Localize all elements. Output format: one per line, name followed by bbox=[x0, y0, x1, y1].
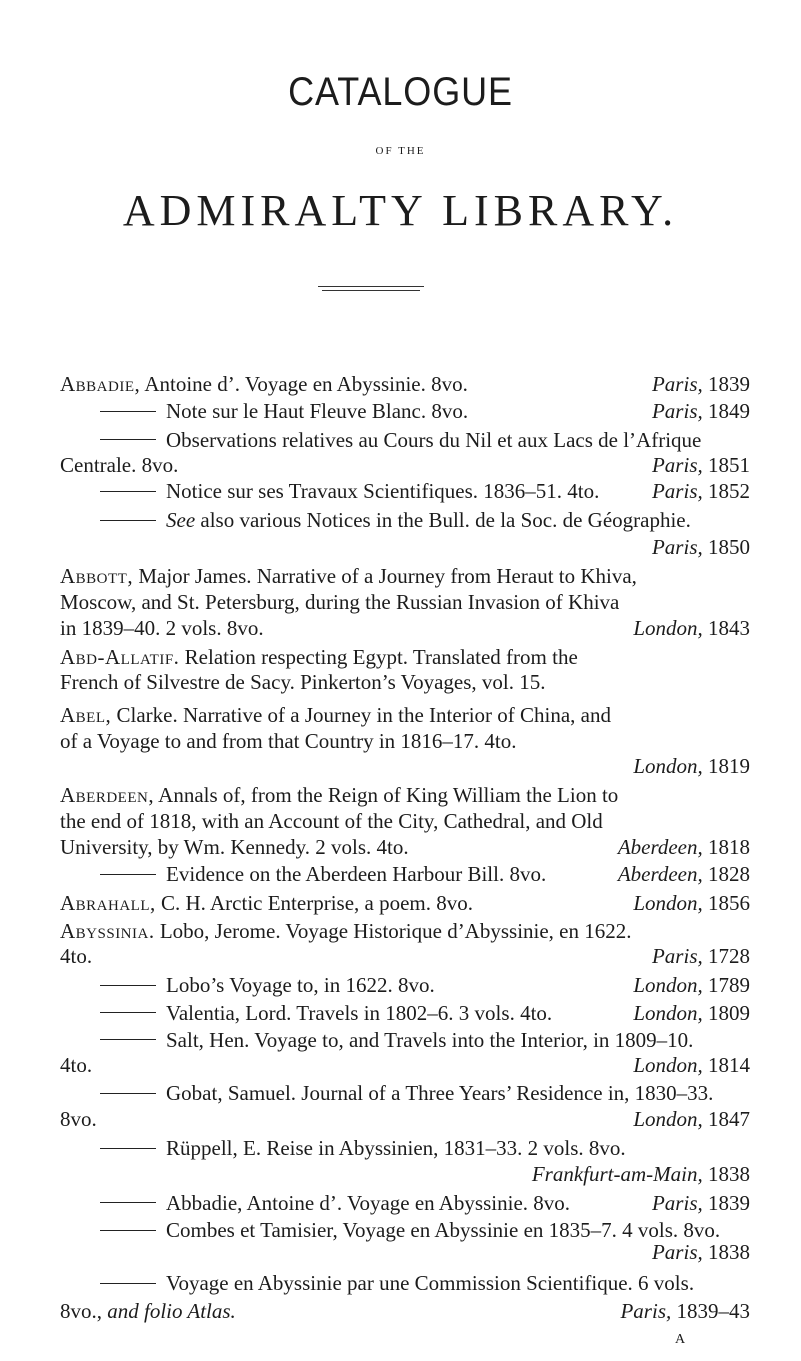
entry-text bbox=[60, 832, 409, 862]
publication-place: Paris, bbox=[651, 1239, 703, 1264]
catalogue-line bbox=[60, 998, 750, 1028]
catalogue-line bbox=[60, 613, 750, 643]
entry-body: Voyage en Abyssinie par une Commission Scientifique. 6 vols. bbox=[166, 1271, 695, 1296]
signature-mark: A bbox=[675, 1332, 686, 1347]
publication-info bbox=[652, 532, 750, 562]
publication-year: 1856 bbox=[702, 890, 750, 915]
entry-body: University, by Wm. Kennedy. 2 vols. 4to. bbox=[60, 835, 409, 860]
entry-body: Combes et Tamisier, Voyage en Abyssinie en 1835–7. 4 vols. 8vo. bbox=[166, 1218, 721, 1243]
publication-place: London, bbox=[633, 1052, 703, 1077]
entry-text bbox=[60, 667, 545, 697]
publication-place: London, bbox=[633, 615, 703, 640]
entry-text bbox=[100, 396, 468, 426]
entry-heading: Abel, bbox=[60, 702, 112, 727]
publication-year: 1828 bbox=[702, 861, 750, 886]
publication-info bbox=[618, 859, 750, 889]
entry-heading: Aberdeen, bbox=[60, 783, 155, 808]
entry-body: C. H. Arctic Enterprise, a poem. 8vo. bbox=[155, 890, 474, 915]
publication-place: Paris, bbox=[651, 1190, 703, 1215]
entry-body: Abbadie, Antoine d’. Voyage en Abyssinie. 8vo. bbox=[166, 1190, 571, 1215]
entry-heading: Abbott, bbox=[60, 563, 134, 588]
catalogue-line bbox=[60, 396, 750, 426]
entry-body: Rüppell, E. Reise in Abyssinien, 1831–33. 2 vols. 8vo. bbox=[166, 1136, 626, 1160]
publication-info bbox=[633, 1104, 750, 1134]
entry-text bbox=[100, 998, 552, 1028]
publication-year: 1843 bbox=[702, 615, 750, 640]
entry-text bbox=[100, 859, 546, 889]
entry-body: in 1839–40. 2 vols. 8vo. bbox=[60, 615, 264, 640]
entry-text bbox=[100, 505, 691, 535]
publication-year: 1838 bbox=[702, 1239, 750, 1264]
publication-place: Aberdeen, bbox=[617, 835, 703, 860]
publication-year: 1849 bbox=[702, 398, 750, 423]
entry-text bbox=[100, 970, 435, 1000]
publication-info bbox=[532, 1159, 750, 1189]
ditto-dash bbox=[100, 1012, 156, 1013]
catalogue-line bbox=[60, 450, 750, 480]
publication-info bbox=[633, 751, 750, 781]
publication-year: 1814 bbox=[702, 1052, 750, 1077]
publication-info bbox=[633, 613, 750, 643]
publication-place: Paris, bbox=[651, 452, 703, 477]
publication-year: 1819 bbox=[702, 754, 750, 779]
entry-body: Major James. Narrative of a Journey from Heraut to Khiva, bbox=[133, 563, 637, 588]
ditto-dash bbox=[100, 411, 156, 412]
publication-info bbox=[652, 369, 750, 399]
entry-text bbox=[60, 888, 473, 918]
entry-text bbox=[100, 1188, 570, 1218]
entry-text bbox=[100, 1268, 694, 1298]
ditto-dash bbox=[100, 1093, 156, 1094]
see-reference: See bbox=[166, 508, 196, 533]
catalogue-line bbox=[60, 832, 750, 862]
entry-body: of a Voyage to and from that Country in 1816–17. 4to. bbox=[60, 728, 517, 753]
entry-body: 8vo., bbox=[60, 1299, 108, 1323]
publication-place: Paris, bbox=[651, 944, 703, 969]
entry-body: Gobat, Samuel. Journal of a Three Years’ Residence in, 1830–33. bbox=[166, 1081, 714, 1106]
catalogue-line bbox=[60, 1159, 750, 1189]
publication-year: 1851 bbox=[702, 452, 750, 477]
publication-year: 1839–43 bbox=[671, 1299, 750, 1323]
publication-info bbox=[618, 832, 750, 862]
catalogue-line bbox=[60, 667, 750, 697]
entry-body: French of Silvestre de Sacy. Pinkerton’s Voyages, vol. 15. bbox=[60, 670, 546, 695]
publication-place: London, bbox=[633, 754, 703, 779]
publication-year: 1839 bbox=[702, 372, 750, 396]
catalogue-line bbox=[60, 1050, 750, 1080]
catalogue-line bbox=[60, 888, 750, 918]
entry-body: Note sur le Haut Fleuve Blanc. 8vo. bbox=[166, 398, 469, 423]
entry-body: Evidence on the Aberdeen Harbour Bill. 8vo. bbox=[166, 861, 547, 886]
catalogue-line bbox=[60, 476, 750, 506]
entry-body: Lobo’s Voyage to, in 1622. 8vo. bbox=[166, 973, 435, 998]
catalogue-line bbox=[60, 1268, 750, 1298]
publication-year: 1850 bbox=[702, 534, 750, 559]
entry-text bbox=[60, 1296, 236, 1326]
entry-body: Antoine d’. Voyage en Abyssinie. 8vo. bbox=[140, 372, 468, 396]
catalogue-line bbox=[60, 751, 750, 781]
publication-year: 1852 bbox=[702, 479, 750, 504]
entry-text bbox=[100, 476, 599, 506]
entry-body: Moscow, and St. Petersburg, during the Russian Invasion of Khiva bbox=[60, 589, 620, 614]
catalogue-title: CATALOGUE bbox=[288, 70, 513, 114]
publication-year: 1818 bbox=[702, 835, 750, 860]
entry-body: 8vo. bbox=[60, 1107, 97, 1132]
publication-info bbox=[652, 476, 750, 506]
publication-year: 1789 bbox=[702, 973, 750, 998]
ditto-dash bbox=[100, 985, 156, 986]
entry-heading: Abbadie, bbox=[60, 372, 141, 396]
entry-body: Relation respecting Egypt. Translated from the bbox=[179, 645, 578, 670]
publication-year: 1847 bbox=[702, 1107, 750, 1132]
entry-body: Valentia, Lord. Travels in 1802–6. 3 vols. 4to. bbox=[166, 1000, 553, 1025]
ditto-dash bbox=[100, 1230, 156, 1231]
publication-info bbox=[633, 1050, 750, 1080]
catalogue-line bbox=[60, 970, 750, 1000]
entry-heading: Abyssinia. bbox=[60, 919, 155, 944]
catalogue-line bbox=[60, 1188, 750, 1218]
ditto-dash bbox=[100, 1148, 156, 1149]
entry-text bbox=[60, 450, 178, 480]
entry-body: also various Notices in the Bull. de la Soc. de Géographie. bbox=[195, 508, 691, 533]
ditto-dash bbox=[100, 1039, 156, 1040]
publication-info bbox=[652, 1237, 750, 1267]
entry-body: Notice sur ses Travaux Scientifiques. 1836–51. 4to. bbox=[166, 479, 600, 504]
publication-year: 1809 bbox=[702, 1000, 750, 1025]
entry-text bbox=[60, 1050, 92, 1080]
entry-body: Clarke. Narrative of a Journey in the Interior of China, and bbox=[111, 702, 611, 727]
publication-place: Paris, bbox=[651, 398, 703, 423]
entry-body: Annals of, from the Reign of King William the Lion to bbox=[154, 783, 619, 808]
publication-place: London, bbox=[633, 890, 703, 915]
entry-body: Salt, Hen. Voyage to, and Travels into the Interior, in 1809–10. bbox=[166, 1027, 694, 1052]
catalogue-line bbox=[60, 369, 750, 399]
publication-place: London, bbox=[633, 1107, 703, 1132]
publication-info bbox=[652, 1188, 750, 1218]
publication-year: 1839 bbox=[702, 1190, 750, 1215]
ditto-dash bbox=[100, 439, 156, 440]
entry-body: 4to. bbox=[60, 1052, 93, 1077]
ditto-dash bbox=[100, 1202, 156, 1203]
catalogue-line bbox=[60, 1296, 750, 1326]
publication-info bbox=[633, 970, 750, 1000]
ditto-dash bbox=[100, 874, 156, 875]
publication-info bbox=[620, 1296, 750, 1326]
catalogue-line bbox=[60, 1237, 750, 1267]
publication-place: Paris, bbox=[651, 479, 703, 504]
publication-info bbox=[652, 450, 750, 480]
catalogue-line bbox=[60, 859, 750, 889]
entry-body-italic: and folio Atlas. bbox=[107, 1299, 236, 1323]
publication-place: Frankfurt-am-Main, bbox=[531, 1161, 703, 1186]
ditto-dash bbox=[100, 520, 156, 521]
ditto-dash bbox=[100, 1283, 156, 1284]
catalogue-line bbox=[60, 941, 750, 971]
entry-text bbox=[60, 613, 264, 643]
library-title: ADMIRALTY LIBRARY. bbox=[122, 186, 679, 235]
entry-body: Lobo, Jerome. Voyage Historique d’Abyssinie, en 1622. bbox=[154, 919, 632, 944]
entry-text bbox=[60, 1104, 97, 1134]
ditto-dash bbox=[100, 491, 156, 492]
publication-year: 1728 bbox=[702, 944, 750, 969]
publication-info bbox=[633, 998, 750, 1028]
publication-info bbox=[652, 396, 750, 426]
entry-heading: Abd-Allatif. bbox=[60, 645, 180, 670]
publication-info bbox=[633, 888, 750, 918]
publication-place: Paris, bbox=[620, 1299, 672, 1323]
publication-year: 1838 bbox=[702, 1161, 750, 1186]
entry-body: 4to. bbox=[60, 944, 93, 969]
publication-place: London, bbox=[633, 1000, 703, 1025]
catalogue-line bbox=[60, 505, 750, 535]
publication-place: London, bbox=[633, 973, 703, 998]
catalogue-of: OF THE bbox=[375, 145, 426, 157]
publication-info bbox=[652, 941, 750, 971]
entry-text bbox=[60, 369, 468, 399]
publication-place: Paris, bbox=[651, 372, 703, 396]
catalogue-line bbox=[60, 1104, 750, 1134]
entry-body: Observations relatives au Cours du Nil et aux Lacs de l’Afrique bbox=[166, 427, 702, 452]
entry-body: the end of 1818, with an Account of the City, Cathedral, and Old bbox=[60, 809, 603, 834]
entry-heading: Abrahall, bbox=[60, 890, 156, 915]
catalogue-line bbox=[60, 532, 750, 562]
publication-place: Aberdeen, bbox=[617, 861, 703, 886]
entry-body: Centrale. 8vo. bbox=[60, 452, 179, 477]
publication-place: Paris, bbox=[651, 534, 703, 559]
entry-text bbox=[60, 941, 92, 971]
